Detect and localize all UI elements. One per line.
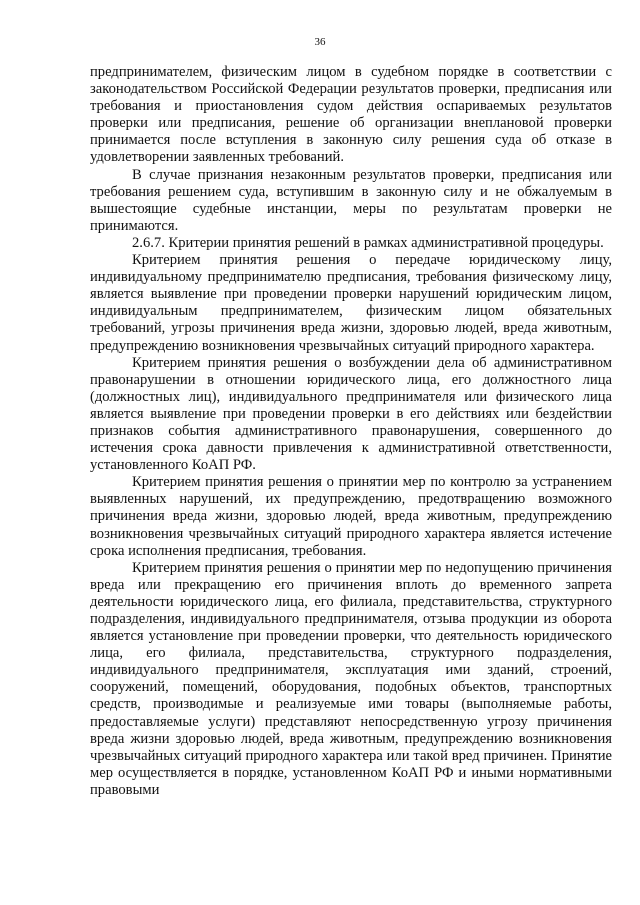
paragraph: В случае признания незаконным результатов проверки, предписания или требования решением суда, вступившим в законную силу и не обжалуемым в вышестоящие судебные инстанции, меры по результатам проверки не принимаются.: [90, 166, 612, 234]
paragraph: Критерием принятия решения о передаче юридическому лицу, индивидуальному предпринимателю предписания, требования физическому лицу, является выявление при проведении проверки нарушений юридическим лицом, индивидуальным предпринимателем, физическим лицом обязательных требований, угрозы причинения вреда жизни, здоровью людей, вреда животным, предупреждению возникновения чрезвычайных ситуаций природного характера.: [90, 252, 612, 354]
paragraph: Критерием принятия решения о возбуждении дела об административном правонарушении в отношении юридического лица, его должностного лица (должностных лиц), индивидуального предпринимателя или физического лица является выявление при проведении проверки в его действиях или бездействии признаков события административного правонарушения, совершенного до истечения срока давности привлечения к административной ответственности, установленного КоАП РФ.: [90, 354, 612, 474]
page-number: 36: [314, 36, 326, 48]
paragraph: Критерием принятия решения о принятии мер по недопущению причинения вреда или прекращению его причинения вплоть до временного запрета деятельности юридического лица, его филиала, представительства, структурного подразделения, индивидуального предпринимателя, отзыва продукции из оборота является установление при проведении проверки, что деятельность юридического лица, его филиала, представительства, структурного подразделения, индивидуального предпринимателя, эксплуатация ими зданий, строений, сооружений, помещений, оборудования, подобных объектов, транспортных средств, производимые и реализуемые ими товары (выполняемые работы, предоставляемые услуги) представляют непосредственную угрозу причинения вреда жизни здоровью людей, вреда животным, предупреждению возникновения чрезвычайных ситуаций природного характера или такой вред причинен. Принятие мер осуществляется в порядке, установленном КоАП РФ и иными нормативными правовыми: [90, 559, 612, 798]
paragraph: предпринимателем, физическим лицом в судебном порядке в соответствии с законодательством Российской Федерации результатов проверки, предписания или требования и приостановления судом действия оспариваемых результатов проверки или предписания, решение об организации внеплановой проверки принимается после вступления в законную силу решения суда об отказе в удовлетворении заявленных требований.: [90, 64, 612, 166]
document-body: [90, 64, 612, 799]
paragraph: Критерием принятия решения о принятии мер по контролю за устранением выявленных нарушений, их предупреждению, предотвращению возможного причинения вреда жизни, здоровью людей, вреда животным, предупреждению возникновения чрезвычайных ситуаций природного характера является истечение срока исполнения предписания, требования.: [90, 474, 612, 559]
paragraph: 2.6.7. Критерии принятия решений в рамках административной процедуры.: [132, 234, 604, 251]
